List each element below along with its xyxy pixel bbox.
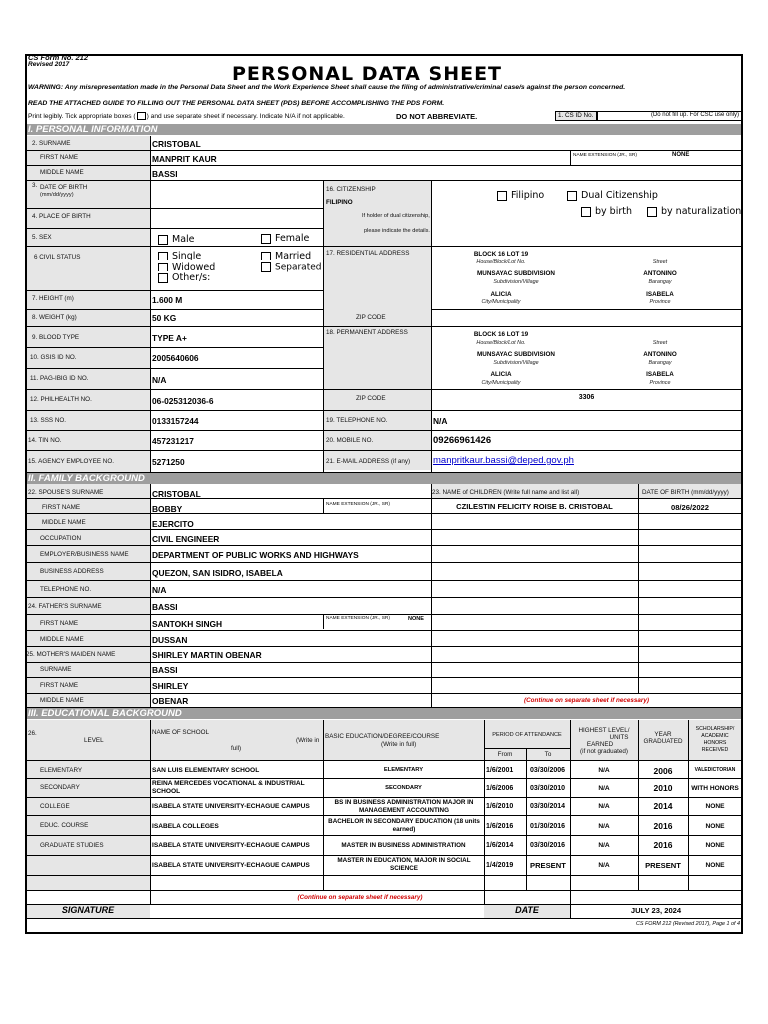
edu-honors-header-1: SCHOLARSHIP/ [695,726,735,732]
edu-honors-elementary[interactable]: VALEDICTORIAN [694,767,736,773]
civil-status-label: 6 CIVIL STATUS [34,254,81,261]
father-middle-value[interactable]: DUSSAN [152,635,188,645]
section-family-background: II. FAMILY BACKGROUND [25,473,743,484]
mother-maiden-value[interactable]: SHIRLEY MARTIN OBENAR [152,650,262,660]
male-text: Male [172,234,195,245]
edu-continue-note: (Continue on separate sheet if necessary) [297,894,423,901]
edu-course-header-2: (Write in full) [381,741,417,748]
edu-school-elementary[interactable]: SAN LUIS ELEMENTARY SCHOOL [152,767,260,774]
spouse-first-label: FIRST NAME [42,504,81,511]
height-label: 7. HEIGHT (m) [32,295,74,302]
res-house[interactable]: BLOCK 16 LOT 19 [473,251,529,258]
middle-name-value[interactable]: BASSI [152,169,178,179]
first-name-value[interactable]: MANPRIT KAUR [152,154,217,164]
print-instruction-b: ) and use separate sheet if necessary. Indicate N/A if not applicable. [146,112,345,120]
dob-format: (mm/dd/yyyy) [40,192,74,198]
widowed-text: Widowed [172,262,216,271]
edu-from-graduate[interactable]: 1/6/2014 [486,842,514,849]
citizenship-label: 16. CITIZENSHIP [326,186,376,193]
agency-value[interactable]: 5271250 [152,457,185,467]
edu-school-masters-ed[interactable]: ISABELA STATE UNIVERSITY-ECHAGUE CAMPUS [152,862,310,869]
perm-subd-caption: Subdivision/Village [493,360,539,366]
blood-value[interactable]: TYPE A+ [152,333,187,343]
edu-honors-secondary[interactable]: WITH HONORS [691,785,739,792]
perm-subdivision[interactable]: MUNSAYAC SUBDIVISION [477,351,555,358]
dual-note-1: If holder of dual citizenship, [362,213,430,219]
edu-year-masters-ed[interactable]: PRESENT [645,861,681,870]
warning-text: WARNING: Any misrepresentation made in the Personal Data Sheet and the Work Experience Sheet shall cause the filing of administrative/criminal case/s against the person concerned. [28,84,626,91]
no-abbreviate: DO NOT ABBREVIATE. [396,112,478,121]
perm-barangay[interactable]: ANTONINO [643,351,677,358]
philhealth-label: 12. PHILHEALTH NO. [30,396,92,403]
surname-label: 2. SURNAME [32,140,71,147]
dob-label: DATE OF BIRTH [40,184,88,191]
edu-school-secondary[interactable]: REINA MERCEDES VOCATIONAL & INDUSTRIAL SCHOOL [152,780,305,795]
father-extension-value[interactable]: NONE [408,616,424,622]
email-label: 21. E-MAIL ADDRESS (if any) [326,458,411,465]
perm-zip-value[interactable]: 3306 [578,394,595,401]
edu-year-secondary[interactable]: 2010 [653,783,673,793]
name-extension-value[interactable]: NONE [672,152,690,158]
weight-label: 8. WEIGHT (kg) [32,314,77,321]
edu-course-college[interactable]: BS IN BUSINESS ADMINISTRATION MAJOR IN MANAGEMENT ACCOUNTING [334,799,474,814]
father-first-value[interactable]: SANTOKH SINGH [152,619,223,629]
cs-id-field[interactable]: (Do not fill up. For CSC use only) [597,111,742,121]
others-text: Other/s: [172,272,211,283]
edu-to-header: To [544,751,552,758]
mother-maiden-label: 25. MOTHER'S MAIDEN NAME [26,651,116,658]
edu-level-college: COLLEGE [40,803,70,810]
mother-surname-value[interactable]: BASSI [152,665,178,675]
sss-label: 13. SSS NO. [30,417,67,424]
edu-highest-header-1: HIGHEST LEVEL/ [578,727,630,734]
edu-year-elementary[interactable]: 2006 [653,766,673,776]
edu-highest-secondary[interactable]: N/A [598,785,610,792]
father-middle-label: MIDDLE NAME [40,636,84,643]
edu-school-header-2: (Write in [296,737,320,744]
res-house-caption: House/Block/Lot No. [476,259,526,265]
height-value[interactable]: 1.600 M [152,295,183,305]
edu-course-graduate[interactable]: MASTER IN BUSINESS ADMINISTRATION [341,842,466,849]
form-revised: Revised 2017 [28,61,70,68]
edu-highest-elementary[interactable]: N/A [598,767,610,774]
pagibig-value[interactable]: N/A [152,375,167,385]
res-subdivision[interactable]: MUNSAYAC SUBDIVISION [477,270,555,277]
edu-honors-college[interactable]: NONE [705,803,725,810]
edu-highest-header-3: EARNED [586,741,614,748]
edu-school-header: NAME OF SCHOOL [152,729,210,736]
spouse-middle-value[interactable]: EJERCITO [152,519,194,529]
edu-highest-educ-course[interactable]: N/A [598,823,610,830]
edu-course-elementary[interactable]: ELEMENTARY [383,767,424,773]
edu-to-college[interactable]: 03/30/2014 [530,803,566,810]
edu-course-header: BASIC EDUCATION/DEGREE/COURSE [325,733,440,740]
female-text: Female [275,233,310,244]
pagibig-label: 11. PAG-IBIG ID NO. [30,375,89,382]
res-subd-caption: Subdivision/Village [493,279,539,285]
mother-first-value[interactable]: SHIRLEY [152,681,189,691]
section-educational-background: III. EDUCATIONAL BACKGROUND [25,708,743,719]
edu-school-educ-course[interactable]: ISABELA COLLEGES [152,823,219,830]
edu-number: 26. [28,730,37,737]
edu-year-header-2: GRADUATED [643,738,683,745]
res-barangay[interactable]: ANTONINO [643,270,677,277]
res-prov-caption: Province [649,299,671,305]
father-extension-label: NAME EXTENSION (JR., SR) [326,616,390,621]
dual-note-2: please indicate the details. [364,228,430,234]
edu-highest-header-4: (if not graduated) [580,748,628,755]
by-birth-text: by birth [595,206,632,217]
edu-school-header-3: full) [231,745,242,752]
employer-label: EMPLOYER/BUSINESS NAME [40,551,129,558]
edu-from-college[interactable]: 1/6/2010 [486,803,514,810]
edu-year-college[interactable]: 2014 [653,801,673,811]
edu-course-masters-ed[interactable]: MASTER IN EDUCATION, MAJOR IN SOCIAL SCIENCE [337,857,471,872]
print-instruction-a: Print legibly. Tick appropriate boxes ( [28,112,136,120]
telephone-label: 19. TELEPHONE NO. [326,417,388,424]
res-province[interactable]: ISABELA [646,291,674,298]
read-guide-text: READ THE ATTACHED GUIDE TO FILLING OUT THE PERSONAL DATA SHEET (PDS) BEFORE ACCOMPLISHING THE PDS FORM. [28,100,445,107]
date-label: DATE [515,905,539,915]
surname-value[interactable]: CRISTOBAL [152,139,201,149]
sss-value[interactable]: 0133157244 [152,416,199,426]
edu-to-secondary[interactable]: 03/30/2010 [530,785,566,792]
residential-label: 17. RESIDENTIAL ADDRESS [326,250,410,257]
form-number: CS Form No. 212 [28,53,89,62]
edu-from-masters-ed[interactable]: 1/4/2019 [486,862,514,869]
middle-name-label: MIDDLE NAME [40,169,84,176]
edu-honors-masters-ed[interactable]: NONE [705,862,725,869]
edu-from-elementary[interactable]: 1/6/2001 [486,767,514,774]
mother-surname-label: SURNAME [40,666,72,673]
edu-honors-header-3: HONORS [703,740,727,746]
edu-level-header: LEVEL [84,737,104,744]
children-label: 23. NAME of CHILDREN (Write full name and list all) [432,489,580,496]
res-city-caption: City/Municipality [481,299,521,305]
child-dob-value[interactable]: 08/26/2022 [670,503,709,512]
edu-level-educ-course: EDUC. COURSE [40,822,89,829]
res-brgy-caption: Barangay [648,279,672,285]
mobile-label: 20. MOBILE NO. [326,437,374,444]
edu-to-educ-course[interactable]: 01/30/2016 [530,823,566,830]
child-name-value[interactable]: CZILESTIN FELICITY ROISE B. CRISTOBAL [456,502,613,511]
edu-to-masters-ed[interactable]: PRESENT [530,861,566,870]
edu-school-graduate[interactable]: ISABELA STATE UNIVERSITY-ECHAGUE CAMPUS [152,842,310,849]
married-text: Married [275,251,312,260]
edu-year-graduate[interactable]: 2016 [653,840,673,850]
mobile-value[interactable]: 09266961426 [433,435,492,446]
res-city[interactable]: ALICIA [490,291,512,298]
edu-level-elementary: ELEMENTARY [40,767,83,774]
agency-label: 15. AGENCY EMPLOYEE NO. [28,458,114,465]
edu-honors-educ-course[interactable]: NONE [705,823,725,830]
gsis-label: 10. GSIS ID NO. [30,354,77,361]
children-dob-label: DATE OF BIRTH (mm/dd/yyyy) [642,489,729,496]
employer-value[interactable]: DEPARTMENT OF PUBLIC WORKS AND HIGHWAYS [152,550,359,560]
edu-to-elementary[interactable]: 03/30/2006 [530,767,566,774]
spouse-middle-label: MIDDLE NAME [42,519,86,526]
first-name-label: FIRST NAME [40,154,79,161]
sex-label: 5. SEX [32,234,52,241]
perm-brgy-caption: Barangay [648,360,672,366]
res-street-caption: Street [652,259,668,265]
tin-value[interactable]: 457231217 [152,436,194,446]
perm-prov-caption: Province [649,380,671,386]
edu-from-header: From [497,751,513,758]
pob-label: 4. PLACE OF BIRTH [32,213,91,220]
mother-middle-value[interactable]: OBENAR [152,696,189,706]
spouse-tel-value[interactable]: N/A [152,585,167,595]
edu-school-college[interactable]: ISABELA STATE UNIVERSITY-ECHAGUE CAMPUS [152,803,310,810]
edu-highest-masters-ed[interactable]: N/A [598,862,610,869]
edu-period-header: PERIOD OF ATTENDANCE [492,732,562,738]
spouse-tel-label: TELEPHONE NO. [40,586,92,593]
edu-highest-graduate[interactable]: N/A [598,842,610,849]
section-personal-info: I. PERSONAL INFORMATION [25,124,743,135]
telephone-value[interactable]: N/A [433,416,448,426]
philhealth-value[interactable]: 06-025312036-6 [152,396,214,406]
by-naturalization-text: by naturalization [661,206,742,217]
email-value[interactable]: manpritkaur.bassi@deped.gov.ph [433,455,574,466]
date-value[interactable]: JULY 23, 2024 [630,906,682,915]
occupation-value[interactable]: CIVIL ENGINEER [152,534,220,544]
separated-text: Separated [275,262,322,273]
form-reference: CS FORM 212 (Revised 2017), Page 1 of 4 [636,921,740,927]
edu-year-header-1: YEAR [654,731,672,738]
mother-middle-label: MIDDLE NAME [40,697,84,704]
occupation-label: OCCUPATION [40,535,82,542]
business-address-value[interactable]: QUEZON, SAN ISIDRO, ISABELA [152,568,283,578]
perm-street-caption: Street [652,340,668,346]
perm-province[interactable]: ISABELA [646,371,674,378]
spouse-surname-label: 22. SPOUSE'S SURNAME [28,489,104,496]
permanent-label: 18. PERMANENT ADDRESS [326,329,408,336]
page-title: PERSONAL DATA SHEET [232,63,503,85]
spouse-extension-label: NAME EXTENSION (JR., SR) [326,502,390,507]
business-address-label: BUSINESS ADDRESS [40,568,104,575]
signature-label: SIGNATURE [61,905,115,915]
cs-id-label: 1. CS ID No. [555,111,597,121]
edu-year-educ-course[interactable]: 2016 [653,821,673,831]
form-frame [25,54,743,934]
edu-honors-graduate[interactable]: NONE [705,842,725,849]
edu-level-graduate: GRADUATE STUDIES [40,842,104,849]
edu-highest-header-2: UNITS [609,734,629,741]
blood-label: 9. BLOOD TYPE [32,334,80,341]
dob-num: 3. [32,182,38,189]
edu-from-educ-course[interactable]: 1/6/2016 [486,823,514,830]
edu-course-educ-course[interactable]: BACHELOR IN SECONDARY EDUCATION (18 units earned) [328,818,480,833]
father-first-label: FIRST NAME [40,620,79,627]
filipino-text: Filipino [511,190,545,201]
father-surname-value[interactable]: BASSI [152,602,178,612]
citizenship-value[interactable]: FILIPINO [326,199,353,206]
perm-house[interactable]: BLOCK 16 LOT 19 [473,331,529,338]
tin-label: 14. TIN NO. [28,437,62,444]
edu-honors-header-2: ACADEMIC [701,733,729,739]
perm-city[interactable]: ALICIA [490,371,512,378]
edu-course-secondary[interactable]: SECONDARY [385,785,422,791]
name-extension-label: NAME EXTENSION (JR., SR) [573,153,637,158]
weight-value[interactable]: 50 KG [152,313,177,323]
edu-level-secondary: SECONDARY [40,784,80,791]
perm-city-caption: City/Municipality [481,380,521,386]
perm-house-caption: House/Block/Lot No. [476,340,526,346]
single-text: Single [172,251,202,260]
spouse-surname-value[interactable]: CRISTOBAL [152,489,201,499]
dual-citizenship-text: Dual Citizenship [581,190,658,201]
edu-to-graduate[interactable]: 03/30/2016 [530,842,566,849]
gsis-value[interactable]: 2005640606 [152,353,199,363]
edu-honors-header-4: RECEIVED [701,747,729,753]
edu-highest-college[interactable]: N/A [598,803,610,810]
family-continue-note: (Continue on separate sheet if necessary) [524,697,649,704]
spouse-first-value[interactable]: BOBBY [152,504,183,514]
father-surname-label: 24. FATHER'S SURNAME [28,603,102,610]
mother-first-label: FIRST NAME [40,682,79,689]
perm-zip-label: ZIP CODE [356,395,386,402]
res-zip-label: ZIP CODE [356,314,386,321]
edu-from-secondary[interactable]: 1/6/2006 [486,785,514,792]
